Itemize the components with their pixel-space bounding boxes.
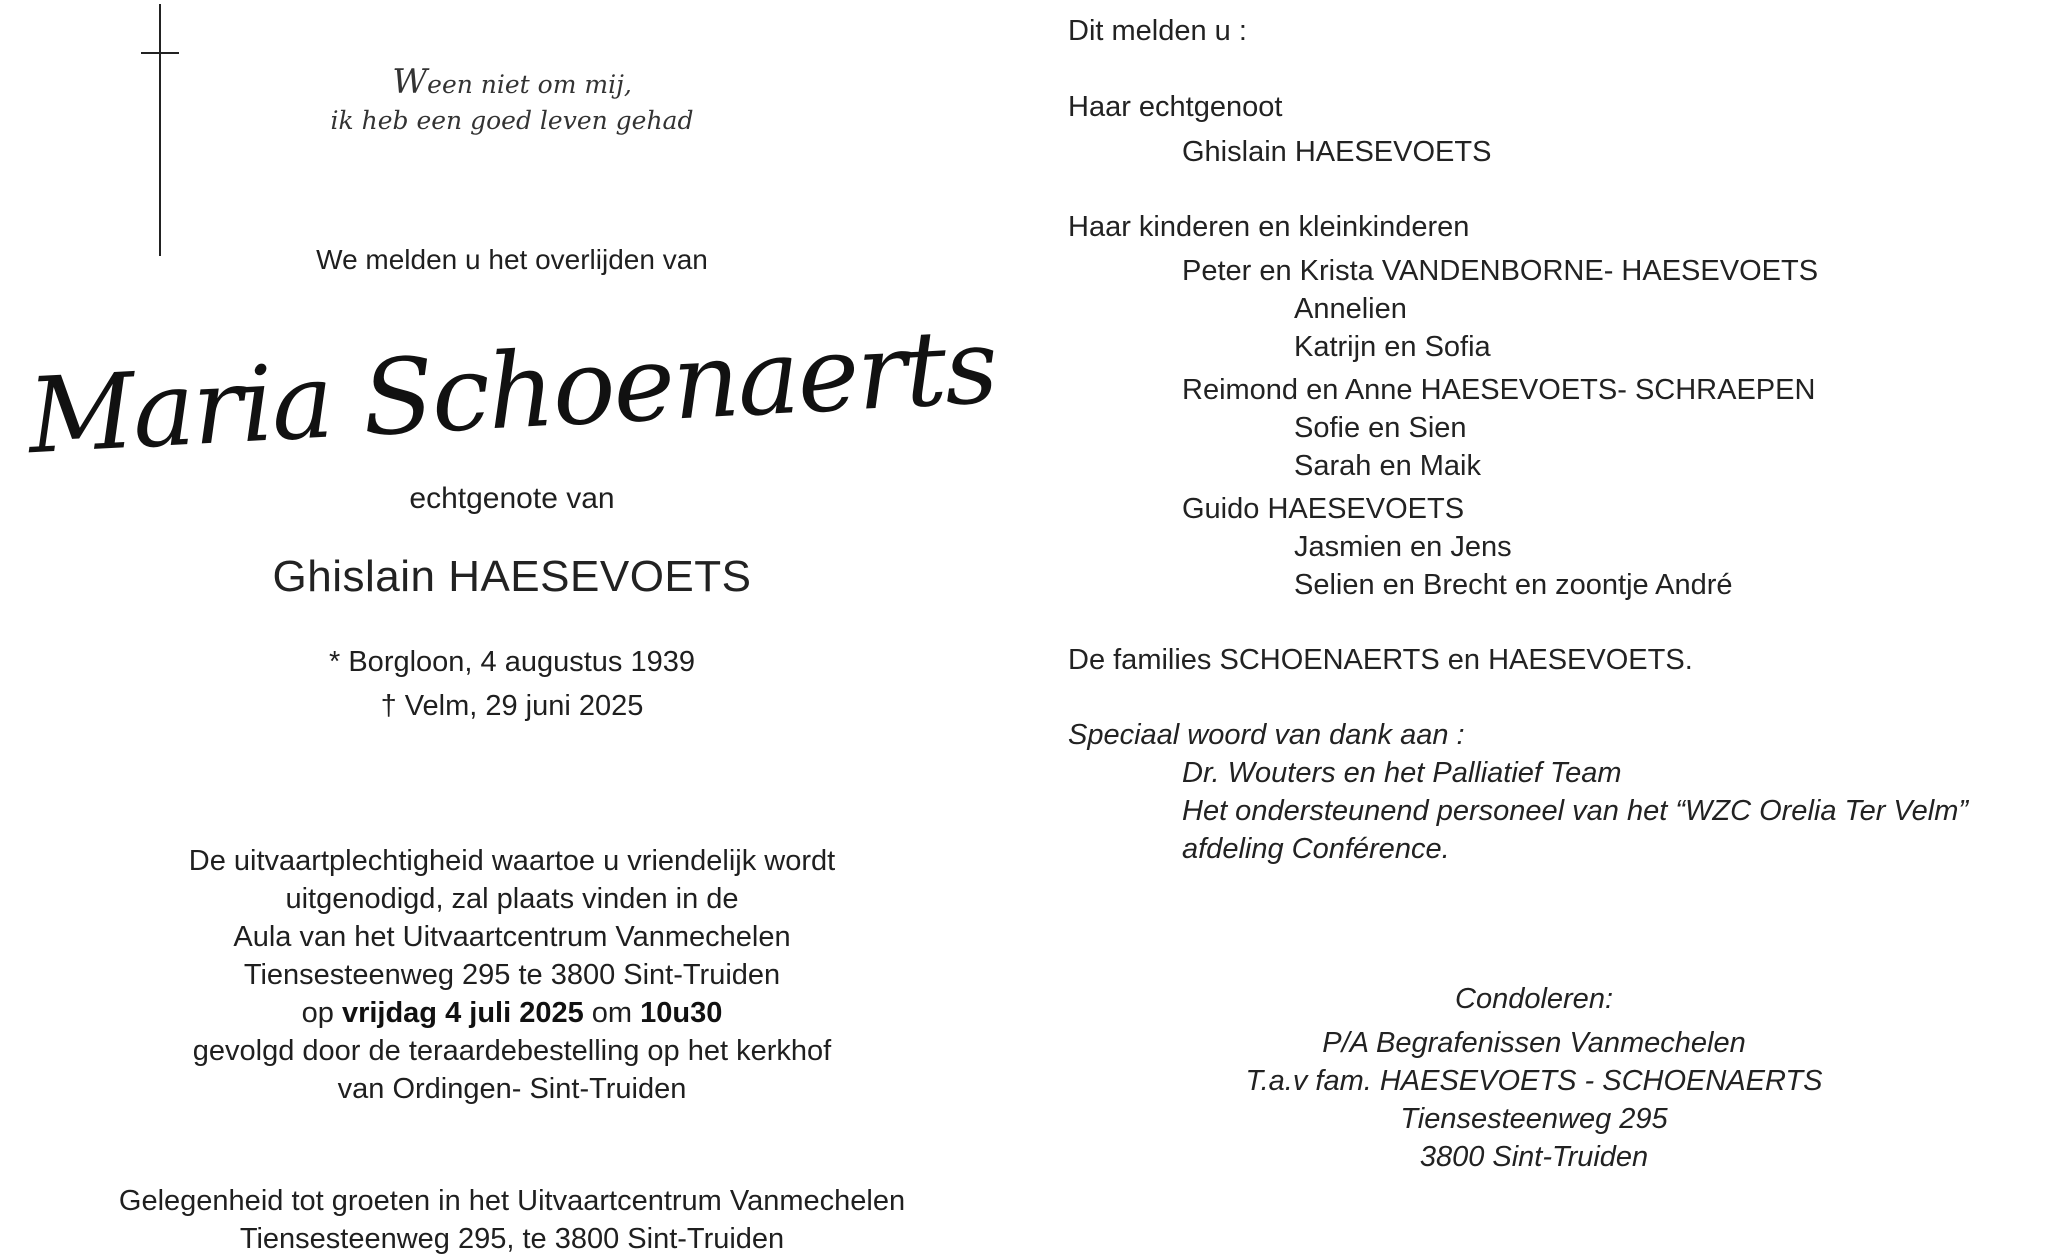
ceremony-line: Tiensesteenweg 295 te 3800 Sint-Truiden	[243, 959, 781, 991]
family-parents: Guido HAESEVOETS	[1182, 493, 1465, 525]
thanks-heading: Speciaal woord van dank aan :	[1068, 719, 1465, 751]
ceremony-date-mid: om	[583, 997, 641, 1029]
ceremony-date-line	[189, 994, 835, 1032]
cross-icon	[159, 4, 161, 256]
quote-initial: W	[392, 62, 428, 102]
ceremony-date: vrijdag 4 juli 2025	[341, 997, 584, 1029]
ceremony-line: van Ordingen- Sint-Truiden	[337, 1073, 687, 1105]
spouse-heading: Haar echtgenoot	[1068, 91, 1283, 123]
ceremony-date-prefix: op	[301, 997, 342, 1029]
condolence-line: T.a.v fam. HAESEVOETS - SCHOENAERTS	[1245, 1065, 1823, 1097]
grandchildren-entry: Annelien	[1294, 293, 1407, 325]
spouse-entry: Ghislain HAESEVOETS	[1182, 136, 1492, 168]
family-parents: Peter en Krista VANDENBORNE- HAESEVOETS	[1182, 255, 1819, 287]
condolence-line: P/A Begrafenissen Vanmechelen	[1322, 1027, 1746, 1059]
quote-line-1: een niet om mij,	[427, 70, 632, 99]
grandchildren-entry: Katrijn en Sofia	[1294, 331, 1491, 363]
thanks-line: Dr. Wouters en het Palliatief Team	[1182, 757, 1622, 789]
opening-quote	[331, 64, 694, 139]
death-line: † Velm, 29 juni 2025	[380, 690, 644, 722]
greeting-line: Gelegenheid tot groeten in het Uitvaartcentrum Vanmechelen	[118, 1185, 906, 1217]
families-line: De families SCHOENAERTS en HAESEVOETS.	[1068, 644, 1693, 676]
deceased-name: Maria Schoenaerts	[25, 304, 999, 478]
ceremony-line: gevolgd door de teraardebestelling op het kerkhof	[192, 1035, 832, 1067]
condolence-heading: Condoleren:	[1455, 983, 1613, 1015]
spouse-name: Ghislain HAESEVOETS	[272, 552, 752, 601]
condolence-line: 3800 Sint-Truiden	[1419, 1141, 1649, 1173]
thanks-line: Het ondersteunend personeel van het “WZC Orelia Ter Velm”	[1182, 795, 1969, 827]
children-heading: Haar kinderen en kleinkinderen	[1068, 211, 1470, 243]
thanks-line: afdeling Conférence.	[1182, 833, 1450, 865]
cross-icon-bar	[141, 52, 179, 54]
quote-line-2: ik heb een goed leven gehad	[330, 106, 694, 135]
grandchildren-entry: Jasmien en Jens	[1294, 531, 1512, 563]
birth-line: * Borgloon, 4 augustus 1939	[329, 646, 695, 678]
ceremony-line: uitgenodigd, zal plaats vinden in de	[285, 883, 739, 915]
grandchildren-entry: Selien en Brecht en zoontje André	[1294, 569, 1733, 601]
condolence-line: Tiensesteenweg 295	[1400, 1103, 1668, 1135]
announcement: We melden u het overlijden van	[316, 244, 708, 275]
family-parents: Reimond en Anne HAESEVOETS- SCHRAEPEN	[1182, 374, 1816, 406]
ceremony-line: Aula van het Uitvaartcentrum Vanmechelen	[233, 921, 791, 953]
grandchildren-entry: Sofie en Sien	[1294, 412, 1467, 444]
ceremony-time: 10u30	[640, 997, 723, 1029]
intro-line: Dit melden u :	[1068, 15, 1247, 47]
ceremony-details	[189, 842, 835, 1108]
greeting-line: Tiensesteenweg 295, te 3800 Sint-Truiden	[239, 1223, 785, 1255]
ceremony-line: De uitvaartplechtigheid waartoe u vriendelijk wordt	[188, 845, 836, 877]
spouse-label: echtgenote van	[409, 482, 615, 515]
grandchildren-entry: Sarah en Maik	[1294, 450, 1481, 482]
greeting-details	[119, 1182, 905, 1258]
